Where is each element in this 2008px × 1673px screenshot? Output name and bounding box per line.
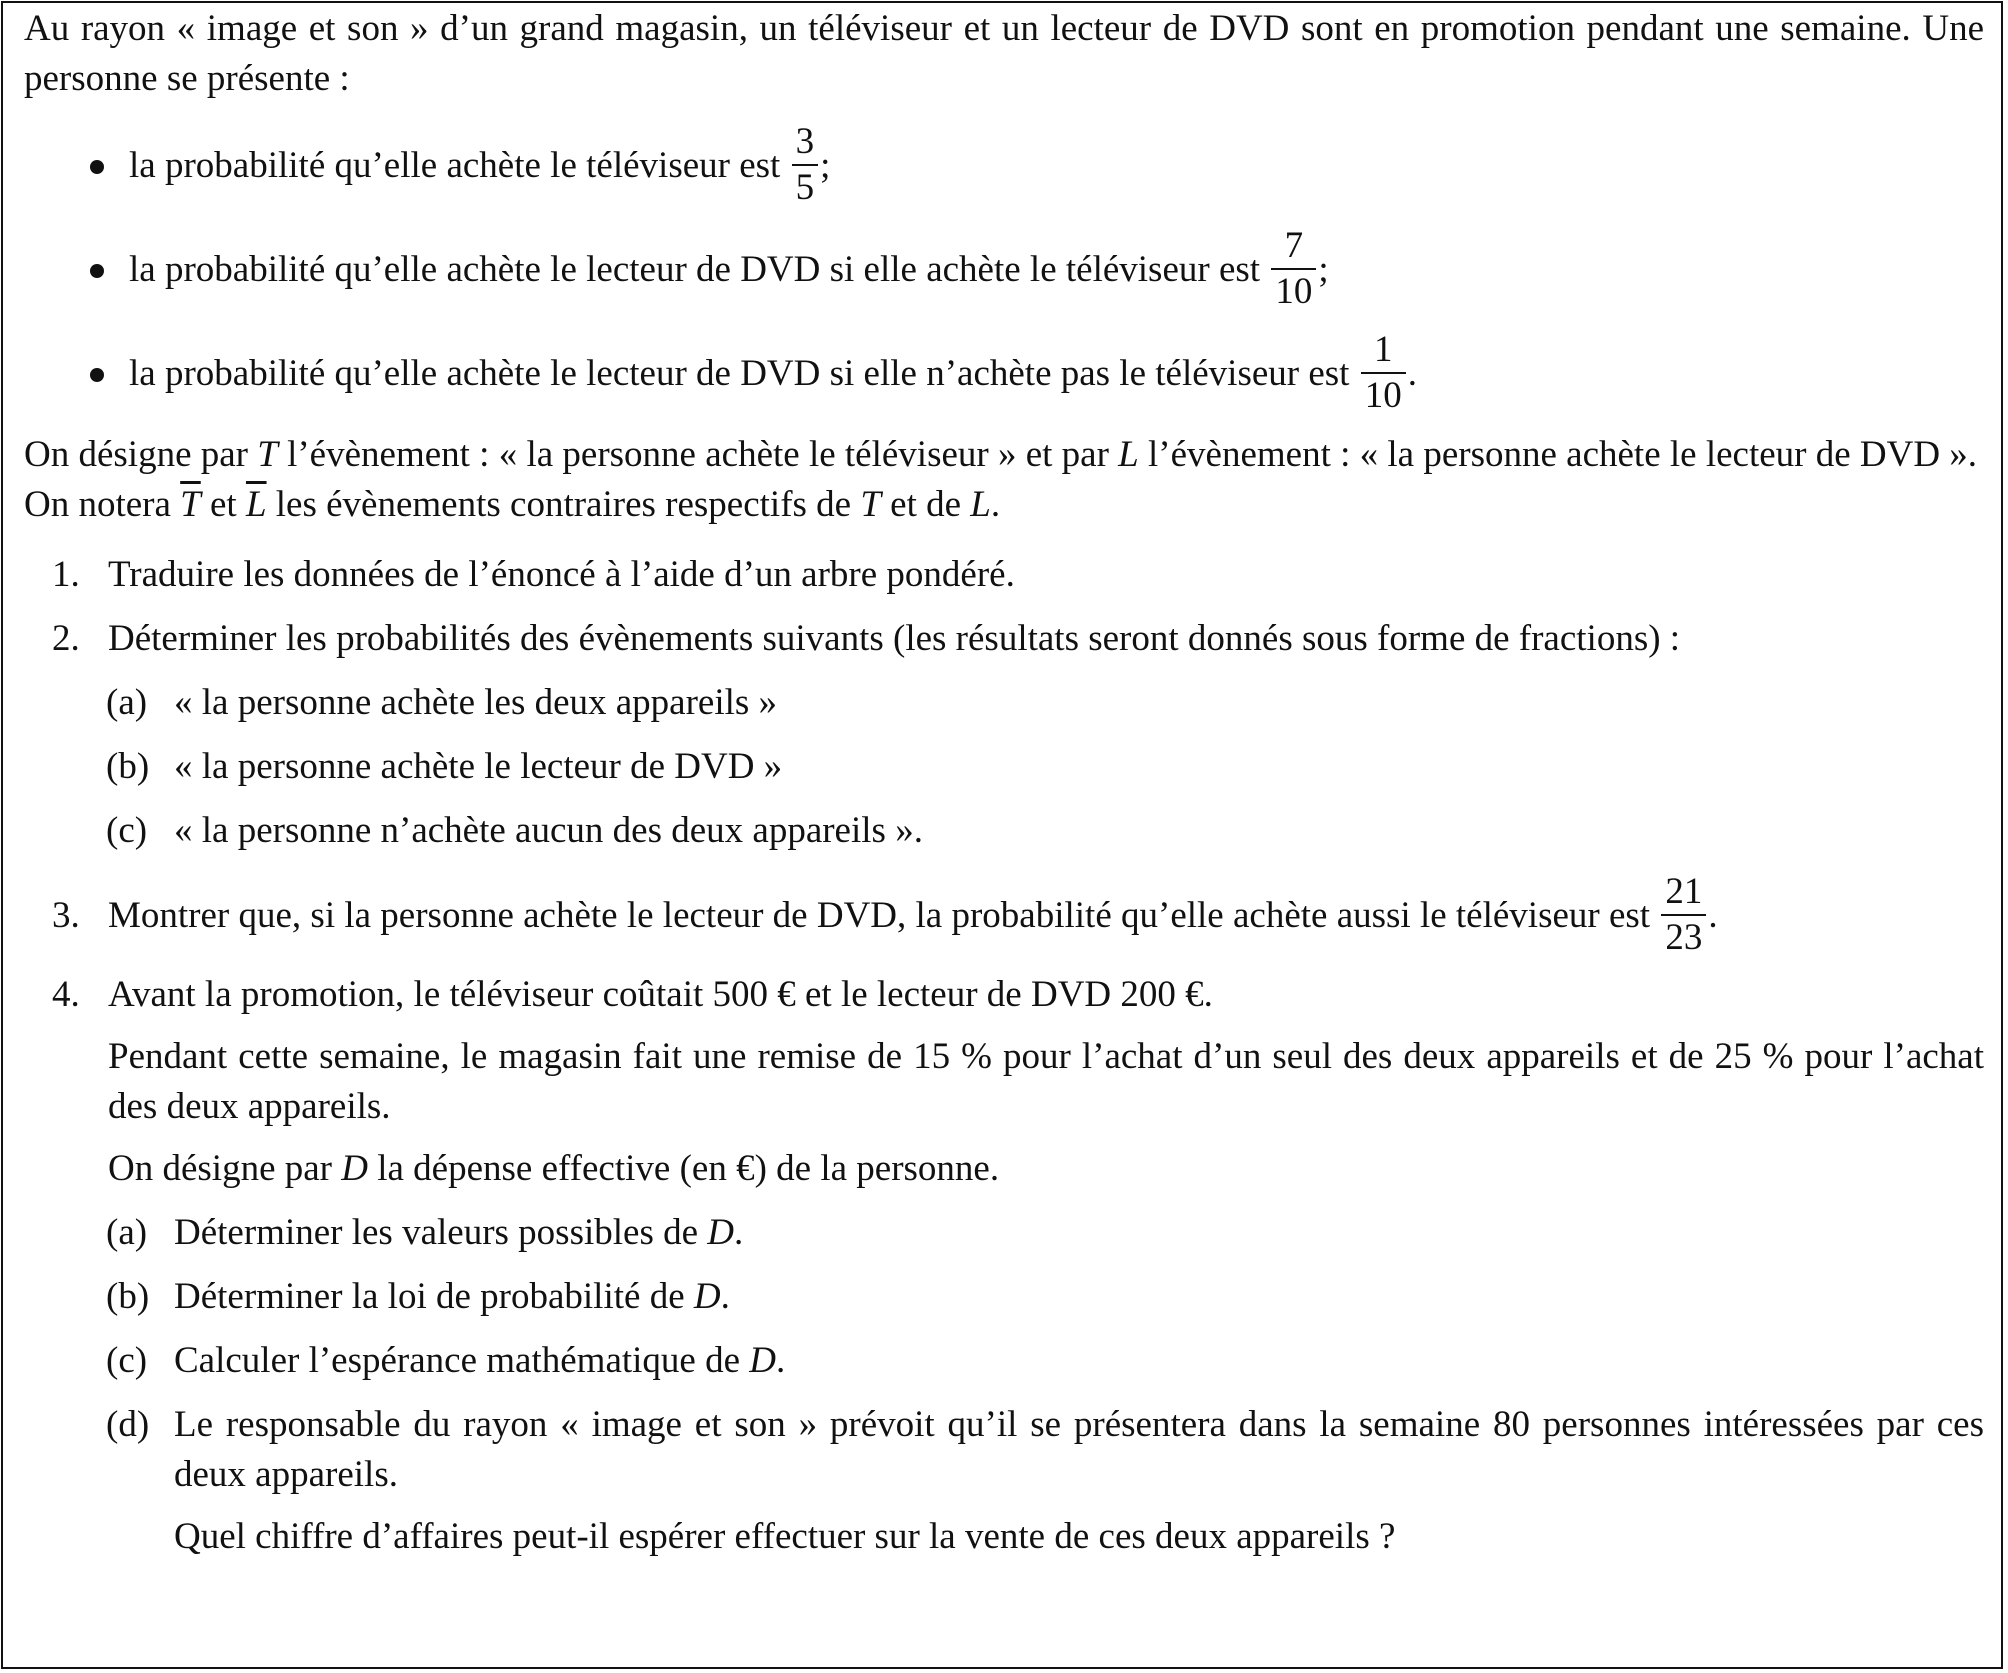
variable-D: D [693, 1276, 721, 1317]
subquestion-end: . [734, 1212, 744, 1253]
question-text-part: On désigne par [108, 1148, 332, 1189]
subquestion-text: Calculer l’espérance mathématique de [174, 1340, 741, 1381]
fraction-numerator: 1 [1361, 328, 1406, 374]
fraction-denominator: 5 [795, 166, 815, 208]
bullet-item [24, 114, 1984, 218]
subquestion-text: Déterminer les valeurs possibles de [174, 1212, 699, 1253]
fraction [1271, 224, 1316, 314]
subquestion-label: (b) [106, 746, 150, 787]
definition-text: l’évènement : « la personne achète le lecteur de DVD ». [1148, 434, 1978, 475]
bullet-text: la probabilité qu’elle achète le lecteur de DVD si elle n’achète pas le téléviseur est [129, 353, 1350, 394]
question-4c [24, 1336, 1984, 1386]
question-2b [24, 742, 1984, 792]
question-4d [24, 1400, 1984, 1562]
definition-text: On désigne par [24, 434, 248, 475]
intro-paragraph: Au rayon « image et son » d’un grand magasin, un téléviseur et un lecteur de DVD sont en promotion pendant une semaine. Une personne se présente : [24, 8, 1984, 99]
complement-text: On notera [24, 484, 171, 525]
variable-L-bar: $\overline{L}$ [245, 484, 267, 525]
definition-text: l’évènement : « la personne achète le téléviseur » et par [287, 434, 1109, 475]
subquestion-label: (d) [106, 1404, 150, 1445]
question-text: Montrer que, si la personne achète le lecteur de DVD, la probabilité qu’elle achète aussi le téléviseur est [108, 895, 1651, 936]
subquestion-text: Le responsable du rayon « image et son » prévoit qu’il se présentera dans la semaine 80 personnes intéressées par ces deux appareils. [174, 1404, 1984, 1495]
bullet-end: ; [1318, 249, 1329, 290]
bullet-item [24, 322, 1984, 426]
variable-T: T [257, 434, 278, 475]
fraction-denominator: 10 [1275, 270, 1313, 312]
question-number: 2. [52, 618, 80, 659]
bullet-list [24, 114, 1984, 426]
variable-L: L [970, 484, 991, 525]
complement-end: . [990, 484, 1001, 525]
complement-text: les évènements contraires respectifs de [275, 484, 852, 525]
subquestion-text: « la personne n’achète aucun des deux appareils ». [174, 810, 923, 851]
question-4b [24, 1272, 1984, 1322]
fraction-denominator: 23 [1665, 916, 1703, 958]
question-4 [24, 970, 1984, 1194]
question-2c [24, 806, 1984, 856]
variable-D: D [707, 1212, 735, 1253]
fraction-numerator: 7 [1271, 224, 1316, 270]
subquestion-end: . [776, 1340, 786, 1381]
subquestion-label: (c) [106, 1340, 148, 1381]
complement-text: et de [890, 484, 962, 525]
question-text: Avant la promotion, le téléviseur coûtait 500 € et le lecteur de DVD 200 €. [108, 974, 1213, 1015]
variable-T: T [860, 484, 881, 525]
variable-D: D [341, 1148, 368, 1189]
subquestion-label: (a) [106, 682, 148, 723]
fraction [792, 120, 819, 210]
variable-T-bar: $\overline{T}$ [180, 484, 201, 525]
question-text: Pendant cette semaine, le magasin fait une remise de 15 % pour l’achat d’un seul des deux appareils et de 25 % pour l’achat des deux appareils. [108, 1036, 1984, 1127]
subquestion-text: « la personne achète le lecteur de DVD » [174, 746, 783, 787]
bullet-icon [90, 160, 104, 174]
question-number: 4. [52, 974, 80, 1015]
question-end: . [1708, 895, 1718, 936]
fraction [1661, 870, 1706, 960]
question-text-part: la dépense effective (en €) de la personne. [377, 1148, 1000, 1189]
fraction [1361, 328, 1406, 418]
fraction-numerator: 21 [1661, 870, 1706, 916]
definition-paragraph [24, 430, 1984, 480]
subquestion-text: Déterminer la loi de probabilité de [174, 1276, 685, 1317]
bullet-item [24, 218, 1984, 322]
fraction-denominator: 10 [1364, 374, 1402, 416]
question-2a [24, 678, 1984, 728]
question-number: 1. [52, 554, 80, 595]
question-number: 3. [52, 895, 80, 936]
question-text [108, 1144, 1984, 1194]
variable-L: L [1118, 434, 1139, 475]
bullet-text: la probabilité qu’elle achète le téléviseur est [129, 145, 781, 186]
exercise-content [24, 4, 1984, 1562]
variable-D: D [749, 1340, 777, 1381]
bullet-icon [90, 368, 104, 382]
subquestion-label: (a) [106, 1212, 148, 1253]
bullet-icon [90, 264, 104, 278]
question-2 [24, 614, 1984, 664]
subquestion-label: (c) [106, 810, 148, 851]
subquestion-label: (b) [106, 1276, 150, 1317]
bullet-end: . [1407, 353, 1417, 394]
question-text: Traduire les données de l’énoncé à l’aide d’un arbre pondéré. [108, 554, 1015, 595]
question-4a [24, 1208, 1984, 1258]
fraction-numerator: 3 [792, 120, 819, 166]
question-1 [24, 550, 1984, 600]
subquestion-text: « la personne achète les deux appareils » [174, 682, 778, 723]
complement-paragraph [24, 480, 1984, 530]
question-3 [24, 864, 1984, 968]
subquestion-end: . [720, 1276, 730, 1317]
bullet-end: ; [820, 145, 831, 186]
subquestion-text: Quel chiffre d’affaires peut-il espérer effectuer sur la vente de ces deux appareils ? [174, 1516, 1396, 1557]
bullet-text: la probabilité qu’elle achète le lecteur de DVD si elle achète le téléviseur est [129, 249, 1261, 290]
question-text: Déterminer les probabilités des évènements suivants (les résultats seront donnés sous forme de fractions) : [108, 618, 1681, 659]
complement-text: et [210, 484, 237, 525]
